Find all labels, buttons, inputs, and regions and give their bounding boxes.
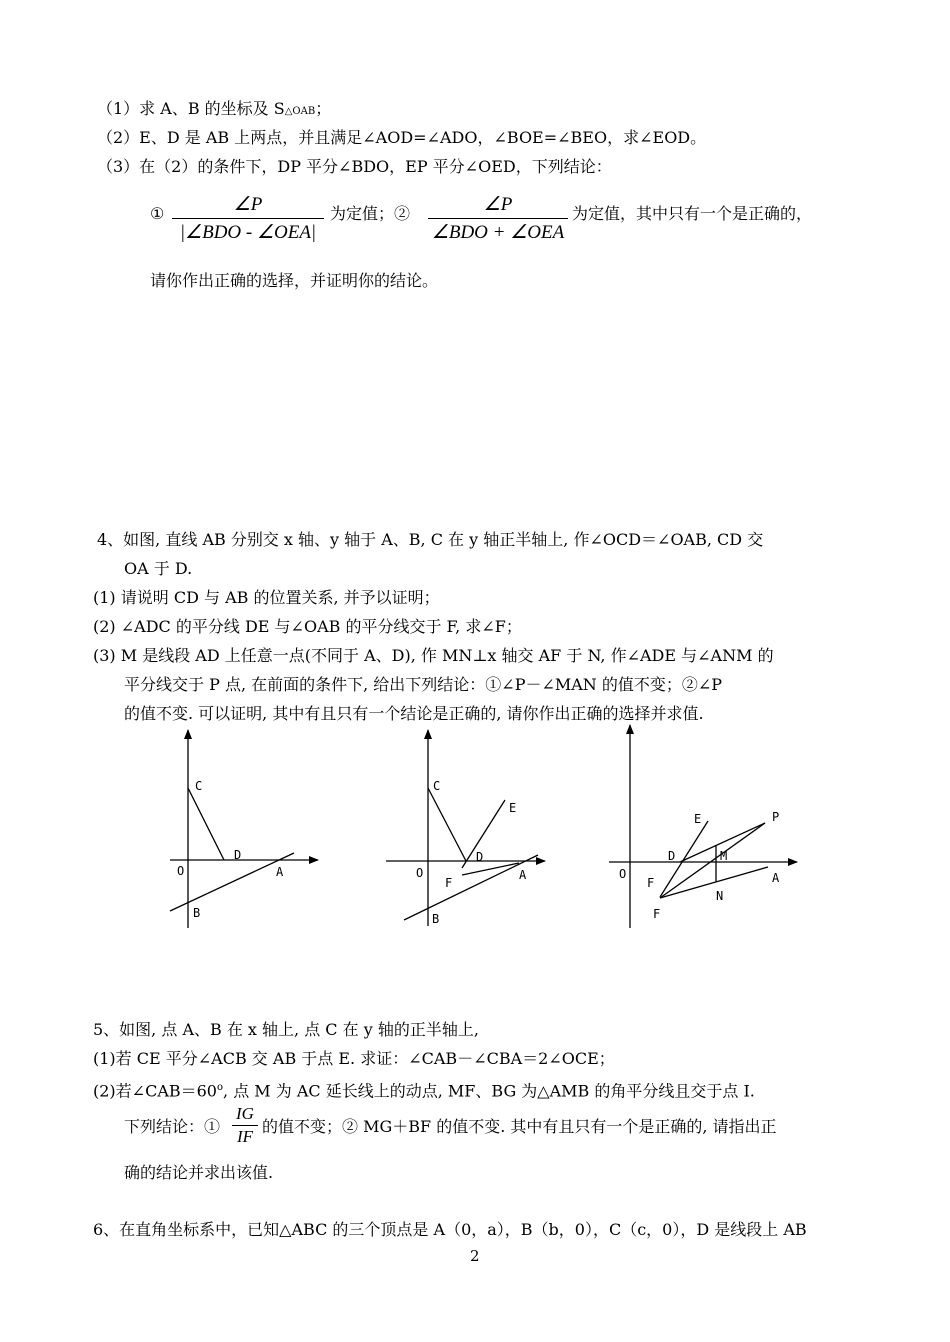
fig2-label-O: O xyxy=(416,866,424,880)
fig1-label-D: D xyxy=(234,848,242,862)
fig2-label-F: F xyxy=(445,876,453,890)
p3-fraction-2-numerator: ∠P xyxy=(428,193,568,219)
p4-line-7: 的值不变. 可以证明, 其中有且只有一个结论是正确的, 请你作出正确的选择并求值. xyxy=(124,704,704,723)
fig2-label-E: E xyxy=(509,801,517,815)
p5-line-5: 确的结论并求出该值. xyxy=(124,1163,274,1182)
fig3-label-F-lower: F xyxy=(653,907,661,921)
figure-2 xyxy=(386,730,545,926)
p4-line-2: OA 于 D. xyxy=(124,559,193,578)
fig3-line-FP xyxy=(660,823,765,898)
p5-line-4-pre: 下列结论：① xyxy=(124,1117,221,1136)
fig3-label-O: O xyxy=(619,867,627,881)
p3-line-1: （1）求 A、B 的坐标及 S△OAB； xyxy=(97,99,332,118)
p3-line-2: （2）E、D 是 AB 上两点，并且满足∠AOD=∠ADO，∠BOE=∠BEO，求∠EOD。 xyxy=(97,128,707,147)
fig3-label-F-upper: F xyxy=(647,876,655,890)
fig1-label-C: C xyxy=(195,779,203,793)
fig1-segment-CD xyxy=(188,788,224,860)
figure-3 xyxy=(609,725,797,928)
p4-line-5: (3) M 是线段 AD 上任意一点(不同于 A、D), 作 MN⊥x 轴交 AF 于 N, 作∠ADE 与∠ANM 的 xyxy=(93,646,774,665)
fig3-label-M: M xyxy=(720,849,728,863)
p3-option-1-mark: ① xyxy=(150,204,165,223)
fig2-label-D: D xyxy=(476,850,484,864)
p3-fraction-2-denominator: ∠BDO + ∠OEA xyxy=(431,222,565,243)
p5-fraction-numerator: IG xyxy=(232,1104,258,1126)
fig3-label-A: A xyxy=(772,871,780,885)
p6-line-1: 6、在直角坐标系中，已知△ABC 的三个顶点是 A（0，a），B（b，0），C（c，0），D 是线段上 AB xyxy=(93,1220,807,1239)
fig3-label-D: D xyxy=(668,849,676,863)
p4-line-3: (1) 请说明 CD 与 AB 的位置关系, 并予以证明； xyxy=(93,588,440,607)
page-number: 2 xyxy=(470,1247,480,1265)
p4-line-6: 平分线交于 P 点, 在前面的条件下, 给出下列结论：①∠P－∠MAN 的值不变；②∠P xyxy=(124,675,723,694)
p3-option-1-text: 为定值；② xyxy=(330,204,411,223)
p5-line-4-post: 的值不变；② MG＋BF 的值不变. 其中有且只有一个是正确的, 请指出正 xyxy=(262,1117,777,1136)
fig2-line-AB xyxy=(404,855,538,920)
fig1-label-A: A xyxy=(276,865,284,879)
p4-line-4: (2) ∠ADC 的平分线 DE 与∠OAB 的平分线交于 F, 求∠F； xyxy=(93,617,522,636)
fig2-label-B: B xyxy=(432,912,440,926)
p5-line-1: 5、如图, 点 A、B 在 x 轴上, 点 C 在 y 轴的正半轴上, xyxy=(93,1020,479,1039)
p5-fraction-IG-IF xyxy=(232,1104,258,1147)
fig2-label-A: A xyxy=(519,868,527,882)
p3-fraction-1-numerator: ∠P xyxy=(172,193,324,219)
fig1-label-O: O xyxy=(177,864,185,878)
fig2-segment-CD xyxy=(428,788,466,861)
fig3-label-N: N xyxy=(716,889,724,903)
p3-line-3: （3）在（2）的条件下，DP 平分∠BDO，EP 平分∠OED，下列结论： xyxy=(97,157,612,176)
fig1-label-B: B xyxy=(193,906,201,920)
fig2-label-C: C xyxy=(433,779,441,793)
p3-option-2-text: 为定值，其中只有一个是正确的， xyxy=(572,204,813,223)
fig3-label-P: P xyxy=(772,810,780,824)
fig2-ray-DE xyxy=(462,800,505,868)
fig3-label-E: E xyxy=(694,812,702,826)
p3-line-5: 请你作出正确的选择，并证明你的结论。 xyxy=(150,271,439,290)
figure-1 xyxy=(170,730,318,928)
p5-line-3: (2)若$\angle CAB=60^o$, 点 M 为 AC 延长线上的动点, MF、BG 为△AMB 的角平分线且交于点 I. xyxy=(93,1081,755,1101)
p4-line-1: 4、如图, 直线 AB 分别交 x 轴、y 轴于 A、B, C 在 y 轴正半轴上, 作∠OCD＝∠OAB, CD 交 xyxy=(97,530,764,549)
p5-line-2: (1)若 CE 平分∠ACB 交 AB 于点 E. 求证：∠CAB－∠CBA＝2∠OCE； xyxy=(93,1049,615,1068)
p3-fraction-1-denominator: |∠BDO - ∠OEA| xyxy=(179,222,317,243)
p5-fraction-denominator: IF xyxy=(236,1127,254,1146)
